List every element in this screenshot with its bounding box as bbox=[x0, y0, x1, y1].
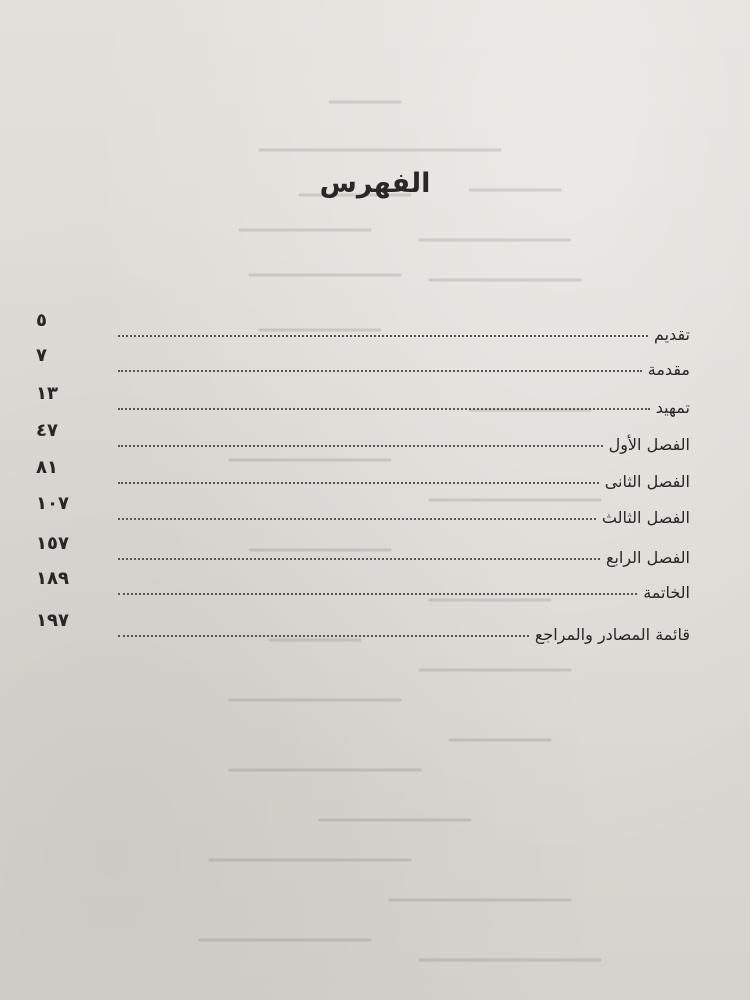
toc-entry-page: ٥ bbox=[36, 310, 47, 331]
toc-entry-page: ٧ bbox=[36, 345, 47, 366]
toc-entry-page: ٨١ bbox=[36, 457, 58, 478]
toc-entry bbox=[36, 345, 690, 381]
dot-leader bbox=[118, 593, 637, 595]
toc-entry bbox=[36, 310, 690, 346]
toc-entry bbox=[36, 383, 690, 419]
toc-entry-label: مقدمة bbox=[647, 360, 690, 379]
toc-entry-label: قائمة المصادر والمراجع bbox=[534, 625, 690, 644]
dot-leader bbox=[118, 445, 603, 447]
toc-entry-page: ٤٧ bbox=[36, 420, 58, 441]
toc-entry-page: ١٩٧ bbox=[36, 610, 69, 631]
toc-entry bbox=[36, 610, 690, 646]
toc-entry bbox=[36, 533, 690, 569]
toc-entry-label: الفصل الرابع bbox=[605, 548, 690, 567]
toc-entry-label: تمهيد bbox=[655, 398, 690, 417]
toc-entry-label: الفصل الثالث bbox=[601, 508, 690, 527]
dot-leader bbox=[118, 335, 648, 337]
toc-entry-label: تقديم bbox=[653, 325, 690, 344]
toc-entry bbox=[36, 420, 690, 456]
dot-leader bbox=[118, 635, 529, 637]
toc-entry-page: ١٠٧ bbox=[36, 493, 69, 514]
toc-entry-label: الفصل الثانى bbox=[604, 472, 690, 491]
dot-leader bbox=[118, 482, 599, 484]
dot-leader bbox=[118, 408, 650, 410]
toc-entry bbox=[36, 493, 690, 529]
dot-leader bbox=[118, 518, 596, 520]
toc-entry-page: ١٥٧ bbox=[36, 533, 69, 554]
page-title: الفهرس bbox=[319, 168, 431, 199]
toc-entry-label: الخاتمة bbox=[643, 583, 690, 602]
toc-entry-label: الفصل الأول bbox=[608, 435, 690, 454]
dot-leader bbox=[118, 558, 600, 560]
dot-leader bbox=[118, 370, 642, 372]
toc-entry-page: ١٣ bbox=[36, 383, 58, 404]
toc-entry bbox=[36, 457, 690, 493]
toc-entry-page: ١٨٩ bbox=[36, 568, 69, 589]
toc-entry bbox=[36, 568, 690, 604]
